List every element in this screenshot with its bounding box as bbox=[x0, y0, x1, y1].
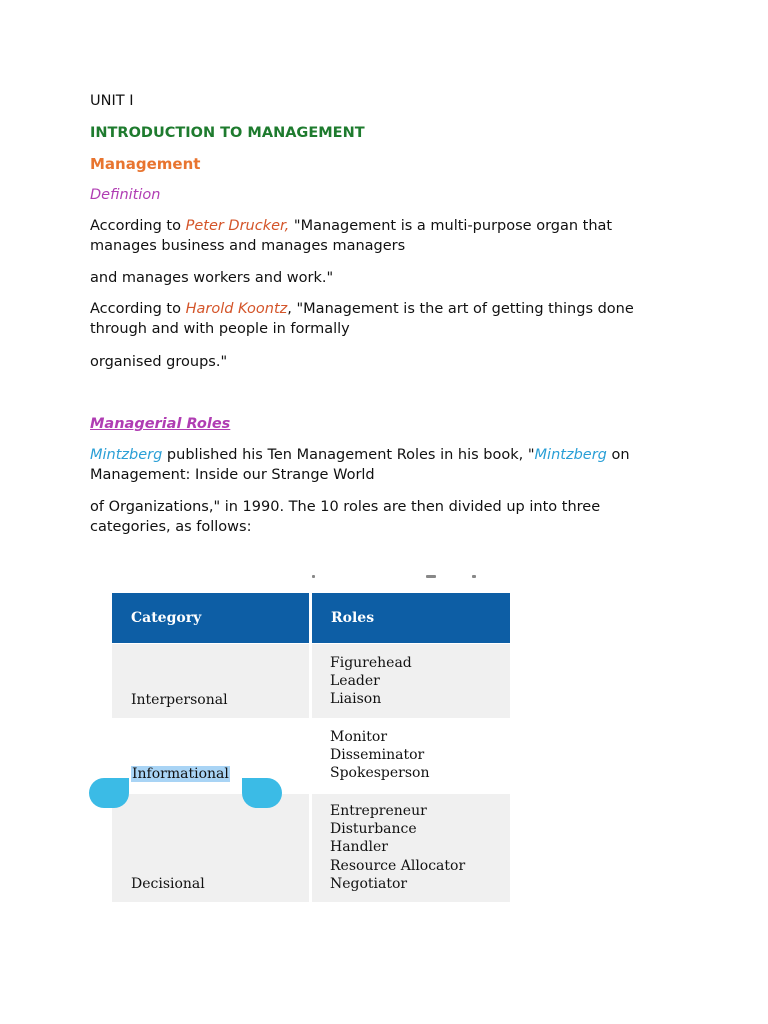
paragraph-text: "Management is a multi-purpose organ that manages business and manages managers bbox=[90, 218, 613, 254]
category-informational[interactable] bbox=[131, 766, 230, 782]
roles-list-interpersonal bbox=[330, 654, 412, 709]
roles-list-decisional bbox=[330, 802, 465, 893]
role-item: Entrepreneur bbox=[330, 803, 427, 819]
role-item: Disseminator bbox=[330, 747, 425, 764]
intro-heading: INTRODUCTION TO MANAGEMENT bbox=[90, 125, 365, 141]
paragraph-text: According to bbox=[90, 301, 186, 317]
unit-label: UNIT I bbox=[90, 93, 134, 109]
author-name-drucker: Peter Drucker, bbox=[185, 218, 290, 234]
role-item: Disturbance bbox=[330, 821, 417, 838]
table-header-roles bbox=[312, 593, 510, 643]
table-cell-roles bbox=[312, 644, 510, 718]
role-item: Monitor bbox=[330, 729, 388, 745]
koontz-paragraph bbox=[90, 299, 680, 339]
author-name-koontz: Harold Koontz bbox=[185, 301, 288, 317]
roles-table-image bbox=[112, 575, 510, 902]
role-item: Resource Allocator bbox=[330, 857, 466, 874]
table-cell-roles bbox=[312, 719, 510, 793]
paragraph-text: on Management: Inside our Strange World bbox=[90, 447, 630, 483]
author-name-mintzberg: Mintzberg bbox=[90, 447, 163, 463]
roles-list-informational bbox=[330, 728, 430, 783]
selected-text[interactable]: Informational bbox=[132, 766, 229, 782]
table-cell-category bbox=[112, 644, 309, 718]
drucker-paragraph-continued: and manages workers and work." bbox=[90, 270, 334, 286]
category-decisional: Decisional bbox=[131, 876, 205, 892]
roles-table bbox=[112, 593, 510, 902]
role-item: Liaison bbox=[330, 691, 382, 708]
managerial-roles-heading: Managerial Roles bbox=[90, 416, 231, 432]
mintzberg-paragraph-continued: of Organizations," in 1990. The 10 roles are then divided up into three categories, as follows: bbox=[90, 499, 601, 535]
drucker-paragraph bbox=[90, 216, 680, 256]
role-item: Leader bbox=[330, 673, 380, 690]
table-cell-category bbox=[112, 719, 309, 793]
paragraph-text: According to bbox=[90, 218, 186, 234]
mintzberg-paragraph bbox=[90, 445, 680, 485]
author-name-mintzberg: Mintzberg bbox=[534, 447, 607, 463]
selection-handle-start[interactable] bbox=[89, 778, 129, 808]
paragraph-text: , "Management is the art of getting things done through and with people in formally bbox=[90, 301, 634, 337]
definition-label: Definition bbox=[90, 187, 161, 203]
table-cell-category bbox=[112, 794, 309, 902]
category-interpersonal: Interpersonal bbox=[131, 692, 228, 708]
table-cell-roles bbox=[312, 794, 510, 902]
management-heading: Management bbox=[90, 155, 201, 173]
role-item: Negotiator bbox=[330, 875, 408, 892]
role-item: Handler bbox=[330, 839, 388, 856]
header-label: Category bbox=[131, 610, 202, 626]
selection-handle-end[interactable] bbox=[242, 778, 282, 808]
role-item: Figurehead bbox=[330, 655, 412, 671]
cropped-caption-fragment bbox=[312, 575, 492, 581]
role-item: Spokesperson bbox=[330, 765, 430, 782]
paragraph-text: published his Ten Management Roles in his book, " bbox=[162, 447, 535, 463]
header-label: Roles bbox=[331, 610, 375, 626]
table-header-category bbox=[112, 593, 309, 643]
koontz-paragraph-continued: organised groups." bbox=[90, 354, 228, 370]
